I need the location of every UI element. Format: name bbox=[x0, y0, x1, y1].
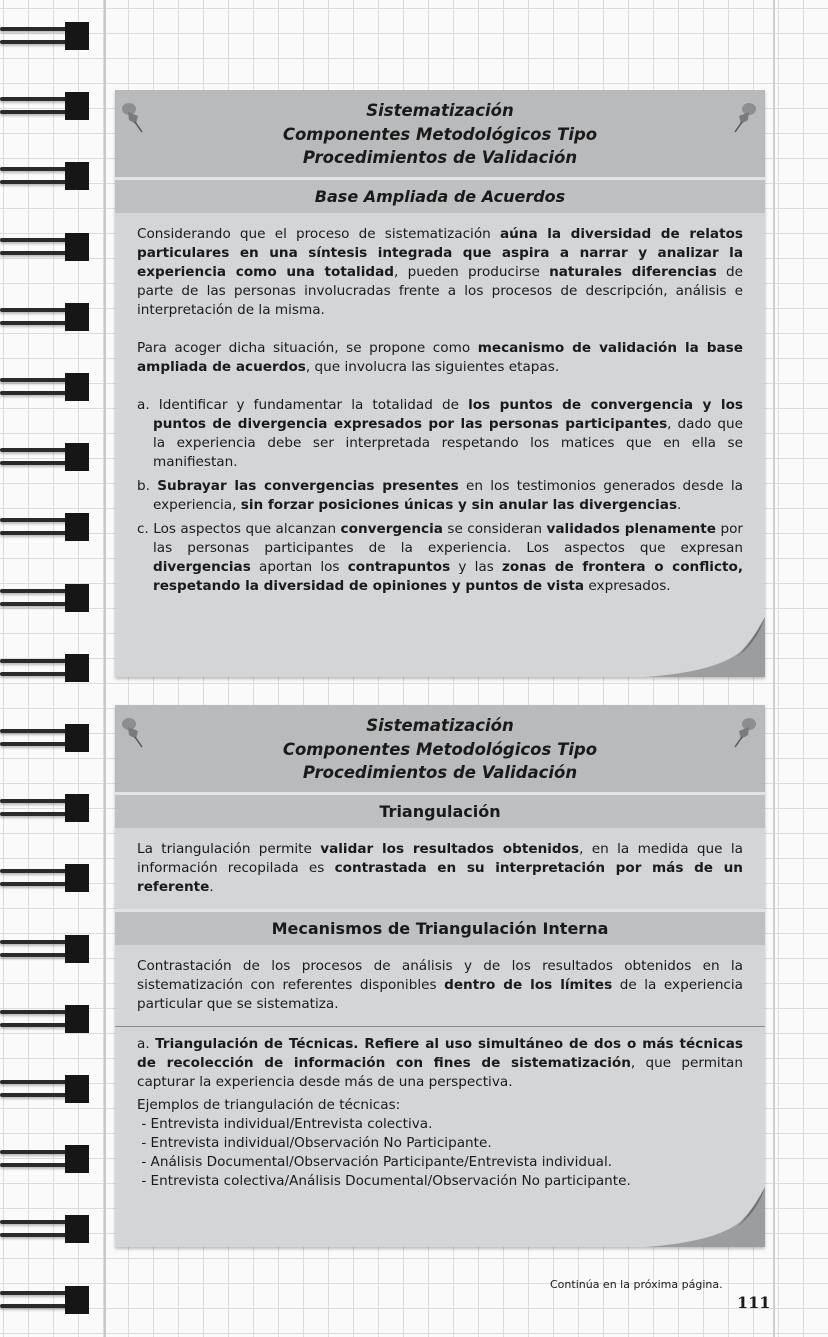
text: de parte de las personas involucradas frente a los procesos de descripción, análisis e interpretación de la misma. bbox=[137, 263, 743, 318]
text: aportan los bbox=[250, 558, 348, 575]
intro-paragraph bbox=[137, 840, 743, 897]
card-base-ampliada bbox=[115, 90, 765, 677]
text: expresados. bbox=[584, 577, 671, 594]
text: . bbox=[677, 496, 682, 513]
text: , dado que la experiencia debe ser interpretada respetando los matices que en ella se manifiestan. bbox=[153, 415, 743, 470]
page-curl bbox=[645, 617, 765, 677]
bold-text: Subrayar las convergencias presentes bbox=[157, 477, 459, 494]
card-body bbox=[115, 213, 765, 596]
list-item bbox=[137, 396, 743, 472]
title-line: Sistematización bbox=[366, 101, 514, 120]
bold-text: mecanismo de validación la base ampliada de acuerdos bbox=[137, 339, 743, 375]
pushpin-icon bbox=[120, 715, 148, 749]
card-header bbox=[115, 705, 765, 792]
pushpin-icon bbox=[729, 100, 757, 134]
binding-ring bbox=[0, 864, 90, 892]
text: . bbox=[209, 878, 214, 895]
section-title: Mecanismos de Triangulación Interna bbox=[115, 909, 765, 945]
text: se consideran bbox=[442, 520, 547, 537]
paragraph bbox=[137, 225, 743, 320]
pushpin-icon bbox=[120, 100, 148, 134]
bold-text: contrastada en su interpretación por más de un referente bbox=[137, 859, 743, 895]
bold-text: naturales diferencias bbox=[549, 263, 717, 280]
text: por las personas participantes de la experiencia. Los aspectos que expresan bbox=[153, 520, 743, 556]
text: en los testimonios generados desde la experiencia, bbox=[153, 477, 743, 513]
binding-ring bbox=[0, 654, 90, 682]
bold-text: dentro de los límites bbox=[444, 976, 613, 993]
example-item: - Entrevista colectiva/Análisis Documental/Observación No participante. bbox=[137, 1172, 631, 1189]
section-body bbox=[115, 945, 765, 1191]
example-item: - Entrevista individual/Observación No Participante. bbox=[137, 1134, 492, 1151]
text: Para acoger dicha situación, se propone como bbox=[137, 339, 478, 356]
binding-ring bbox=[0, 1075, 90, 1103]
binding-ring bbox=[0, 22, 90, 50]
binding-ring bbox=[0, 443, 90, 471]
title-line: Procedimientos de Validación bbox=[302, 148, 578, 167]
continue-note: Continúa en la próxima página. bbox=[550, 1278, 723, 1291]
margin-line bbox=[104, 0, 106, 1337]
binding-ring bbox=[0, 724, 90, 752]
list-item bbox=[137, 520, 743, 596]
binding-ring bbox=[0, 373, 90, 401]
binding-ring bbox=[0, 935, 90, 963]
page-number: 111 bbox=[737, 1293, 771, 1312]
text: c. Los aspectos que alcanzan bbox=[137, 520, 341, 537]
item-a bbox=[137, 1035, 743, 1092]
examples-title: Ejemplos de triangulación de técnicas: bbox=[137, 1096, 401, 1113]
bold-text: divergencias bbox=[153, 558, 251, 575]
binding-ring bbox=[0, 92, 90, 120]
card-subtitle: Base Ampliada de Acuerdos bbox=[115, 177, 765, 213]
title-line: Sistematización bbox=[366, 716, 514, 735]
bold-text: validados plenamente bbox=[546, 520, 717, 537]
text: Considerando que el proceso de sistematización bbox=[137, 225, 500, 242]
text: , que involucra las siguientes etapas. bbox=[305, 358, 560, 375]
binding-ring bbox=[0, 162, 90, 190]
title-line: Componentes Metodológicos Tipo bbox=[282, 739, 598, 759]
binding-ring bbox=[0, 1286, 90, 1314]
example-item: - Entrevista individual/Entrevista colectiva. bbox=[137, 1115, 433, 1132]
binding-ring bbox=[0, 1005, 90, 1033]
bold-text: contrapuntos bbox=[347, 558, 451, 575]
binding-ring bbox=[0, 513, 90, 541]
bold-text: zonas de frontera o conflicto, respetando la diversidad de opiniones y puntos de vista bbox=[153, 558, 744, 594]
pushpin-icon bbox=[729, 715, 757, 749]
text: y las bbox=[450, 558, 502, 575]
grid-line bbox=[773, 0, 775, 1337]
text: a. bbox=[137, 1035, 156, 1052]
section-paragraph bbox=[137, 957, 743, 1014]
paragraph bbox=[137, 339, 743, 377]
list-item bbox=[137, 477, 743, 515]
card-header bbox=[115, 90, 765, 177]
card-subtitle: Triangulación bbox=[115, 792, 765, 828]
card-triangulacion bbox=[115, 705, 765, 1247]
title-line: Procedimientos de Validación bbox=[302, 763, 578, 782]
text: b. bbox=[137, 477, 158, 494]
text: La triangulación permite bbox=[137, 840, 321, 857]
bold-text: convergencia bbox=[340, 520, 443, 537]
bold-text: los puntos de convergencia y los puntos de divergencia expresados por las personas participantes bbox=[153, 396, 743, 432]
title-line: Componentes Metodológicos Tipo bbox=[282, 124, 598, 144]
text: , que permitan capturar la experiencia desde más de una perspectiva. bbox=[137, 1054, 743, 1090]
binding-ring bbox=[0, 1145, 90, 1173]
text: , en la medida que la información recopilada es bbox=[137, 840, 744, 876]
binding-ring bbox=[0, 1215, 90, 1243]
text: a. Identificar y fundamentar la totalidad de bbox=[137, 396, 469, 413]
bold-text: aúna la diversidad de relatos particulares en una síntesis integrada que aspira a narrar y analizar la experiencia como una totalidad bbox=[137, 225, 744, 280]
binding-ring bbox=[0, 794, 90, 822]
card-body bbox=[115, 828, 765, 897]
binding-ring bbox=[0, 584, 90, 612]
divider bbox=[115, 1026, 765, 1027]
binding-ring bbox=[0, 233, 90, 261]
page-curl bbox=[645, 1187, 765, 1247]
bold-text: Triangulación de Técnicas. Refiere al uso simultáneo de dos o más técnicas de recolección de información con fines de sistematización bbox=[137, 1035, 743, 1071]
binding-ring bbox=[0, 303, 90, 331]
bold-text: validar los resultados obtenidos bbox=[320, 840, 580, 857]
bold-text: sin forzar posiciones únicas y sin anular las divergencias bbox=[240, 496, 678, 513]
text: de la experiencia particular que se sistematiza. bbox=[137, 976, 744, 1012]
example-item: - Análisis Documental/Observación Participante/Entrevista individual. bbox=[137, 1153, 613, 1170]
text: Contrastación de los procesos de análisis y de los resultados obtenidos en la sistematización con referentes disponibles bbox=[137, 957, 743, 993]
text: , pueden producirse bbox=[394, 263, 550, 280]
